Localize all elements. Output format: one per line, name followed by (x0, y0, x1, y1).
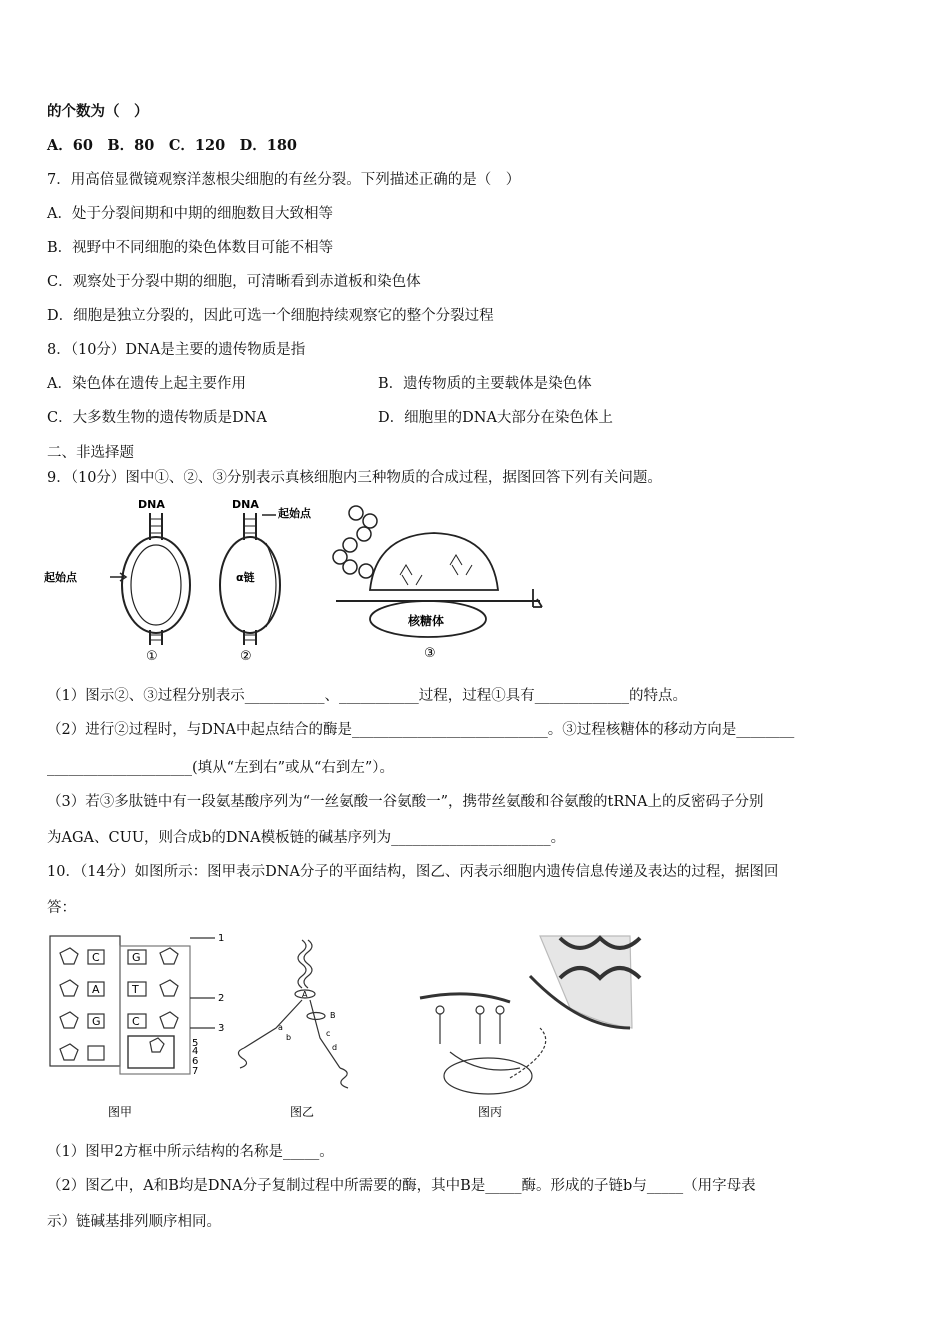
base-right-1: G (132, 951, 141, 964)
caption-bing: 图丙 (478, 1105, 503, 1119)
ribosome-label: 核糖体 (408, 614, 445, 628)
letter-c: c (326, 1029, 331, 1038)
label-3: 3 (218, 1023, 225, 1034)
q10-sub1: （1）图甲2方框中所示结构的名称是_____。 (47, 1144, 334, 1160)
letter-a: a (278, 1023, 283, 1032)
q9-sub3-line1: （3）若③多肽链中有一段氨基酸序列为“一丝氨酸一谷氨酸一”，携带丝氨酸和谷氨酸的tRNA上的反密码子分别 (47, 794, 764, 810)
q9-figure (40, 495, 560, 665)
q8-option-c: C．大多数生物的遗传物质是DNA (47, 410, 267, 426)
q8-option-d: D．细胞里的DNA大部分在染色体上 (378, 410, 613, 426)
origin-label-1: 起始点 (44, 571, 77, 584)
dna-label-2: DNA (232, 498, 259, 511)
alpha-chain-label: α链 (236, 571, 255, 584)
num-3: ③ (424, 646, 436, 661)
q6-options: A．60 B．80 C．120 D．180 (47, 137, 298, 154)
section-heading: 二、非选择题 (47, 445, 134, 461)
origin-label-2: 起始点 (278, 507, 311, 520)
q6-tail: 的个数为（ ） (47, 103, 149, 120)
q9-stem: 9．（10分）图中①、②、③分别表示真核细胞内三种物质的合成过程，据图回答下列有关问题。 (47, 470, 662, 486)
q7-option-d: D．细胞是独立分裂的，因此可选一个细胞持续观察它的整个分裂过程 (47, 308, 494, 324)
replication-diagram (110, 513, 190, 645)
base-right-3: C (132, 1015, 140, 1028)
q10-figure (40, 928, 660, 1128)
label-6: 6 (192, 1056, 199, 1067)
label-2: 2 (218, 993, 225, 1004)
q7-stem: 7．用高倍显微镜观察洋葱根尖细胞的有丝分裂。下列描述正确的是（ ） (47, 172, 521, 188)
q7-option-c: C．观察处于分裂中期的细胞，可清晰看到赤道板和染色体 (47, 274, 421, 290)
caption-yi: 图乙 (290, 1105, 315, 1119)
num-1: ① (146, 649, 158, 664)
q10-sub2-line2: 示）链碱基排列顺序相同。 (47, 1214, 221, 1230)
letter-B: B (330, 1011, 336, 1020)
q7-option-b: B．视野中不同细胞的染色体数目可能不相等 (47, 240, 334, 256)
q7-option-a: A．处于分裂间期和中期的细胞数目大致相等 (47, 206, 333, 222)
base-left-3: G (92, 1015, 101, 1028)
label-5: 5 (192, 1038, 199, 1049)
q8-option-b: B．遗传物质的主要载体是染色体 (378, 376, 592, 392)
caption-jia: 图甲 (108, 1105, 133, 1119)
q10-stem-line2: 答： (47, 900, 76, 916)
q8-stem: 8．（10分）DNA是主要的遗传物质是指 (47, 342, 306, 358)
label-1: 1 (218, 933, 225, 944)
base-left-2: A (92, 983, 100, 996)
base-right-2: T (132, 983, 139, 996)
transcription-translation-diagram (420, 936, 640, 1094)
label-7: 7 (192, 1066, 199, 1077)
q9-sub1: （1）图示②、③过程分别表示___________、___________过程，过程①具有_____________的特点。 (47, 688, 687, 704)
q10-stem-line1: 10．（14分）如图所示：图甲表示DNA分子的平面结构，图乙、丙表示细胞内遗传信息传递及表达的过程，据图回 (47, 864, 779, 880)
q9-sub2-line1: （2）进行②过程时，与DNA中起点结合的酶是___________________________。③过程核糖体的移动方向是________ (47, 722, 795, 738)
letter-d: d (332, 1043, 338, 1052)
letter-A: A (302, 990, 308, 999)
letter-b: b (286, 1033, 292, 1042)
dna-label-1: DNA (138, 498, 165, 511)
num-2: ② (240, 649, 252, 664)
label-4: 4 (192, 1046, 199, 1057)
q10-sub2-line1: （2）图乙中，A和B均是DNA分子复制过程中所需要的酶，其中B是_____酶。形成的子链b与_____（用字母表 (47, 1178, 756, 1194)
q9-sub2-line2: ____________________(填从“左到右”或从“右到左”）。 (47, 760, 395, 776)
q9-sub3-line2: 为AGA、CUU，则合成b的DNA模板链的碱基序列为______________________。 (47, 830, 566, 846)
q8-option-a: A．染色体在遗传上起主要作用 (47, 376, 246, 392)
base-left-1: C (92, 951, 100, 964)
